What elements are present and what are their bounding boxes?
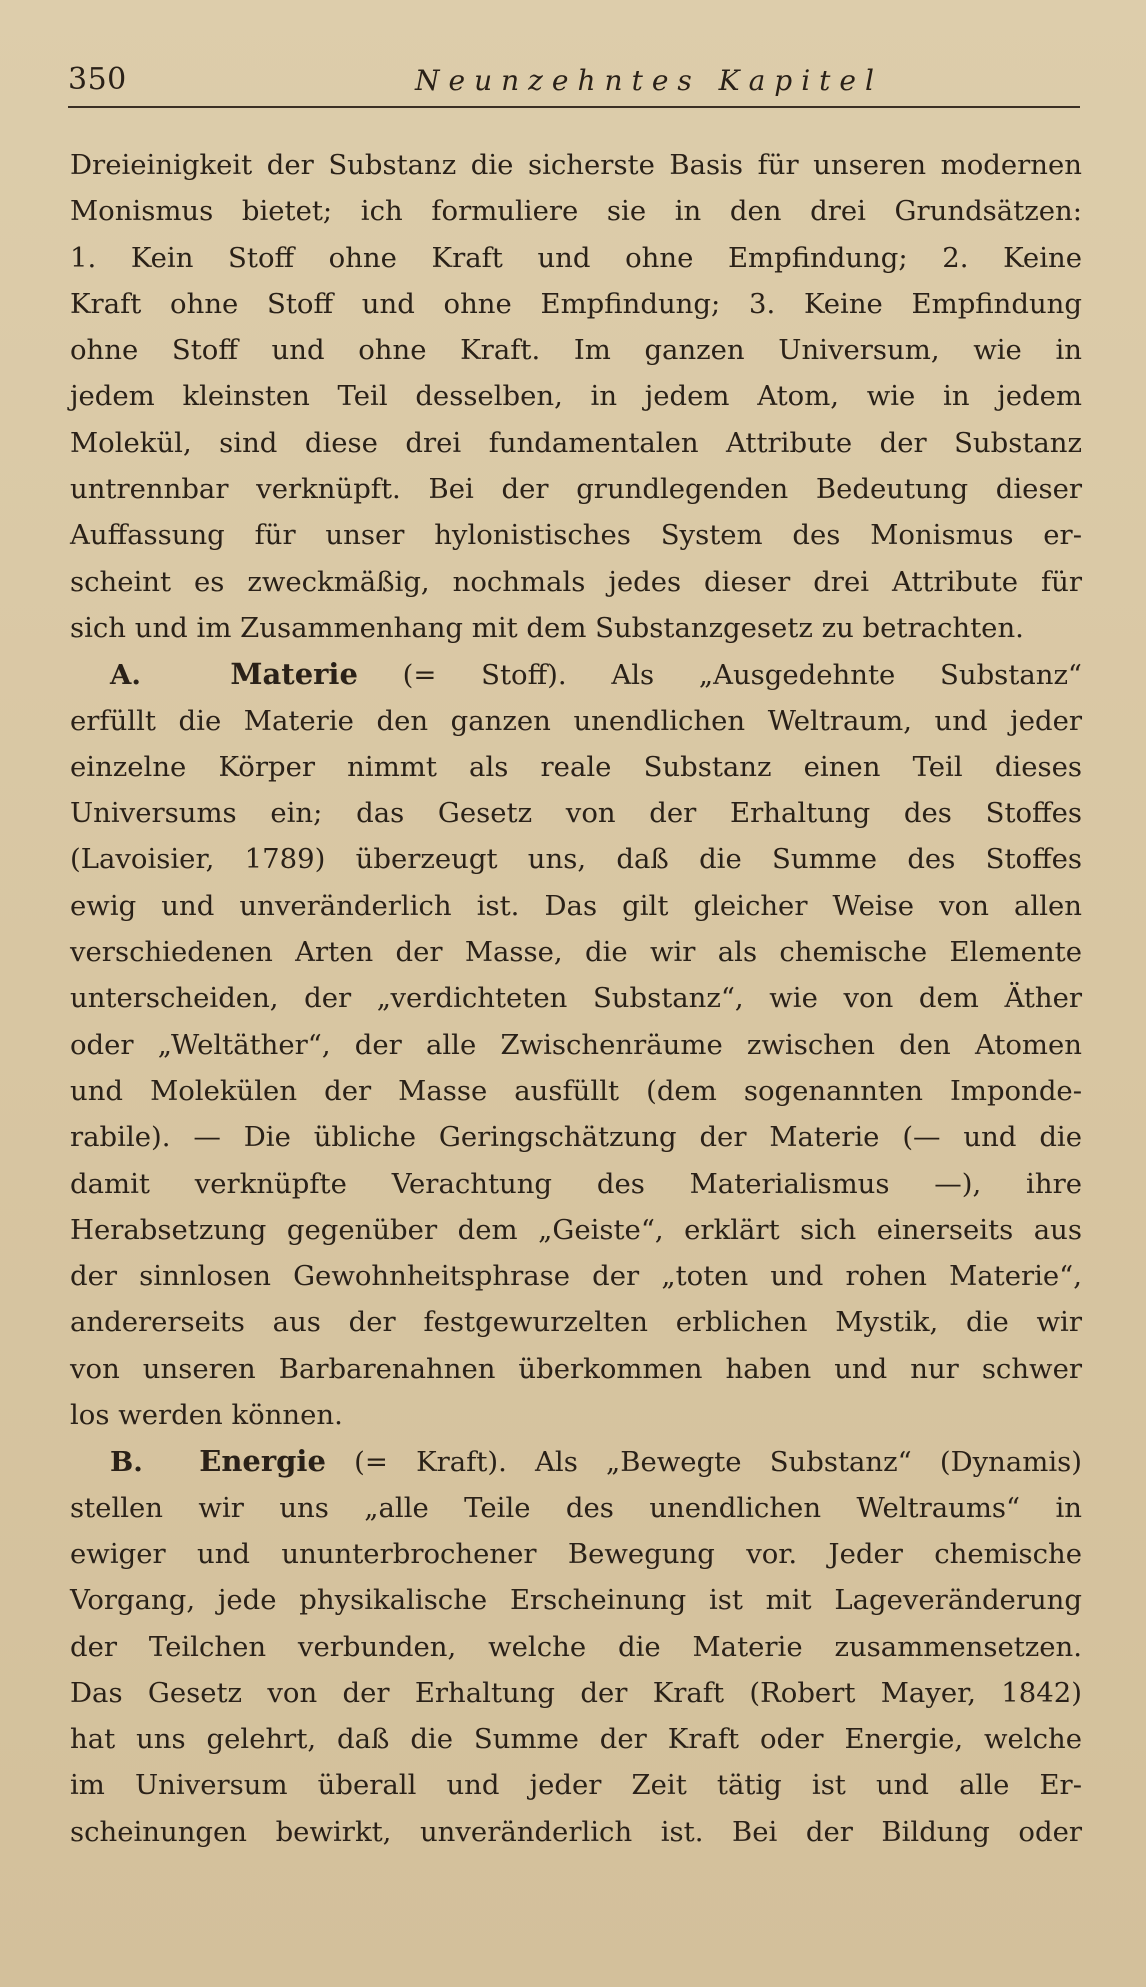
text-line: hat uns gelehrt, daß die Summe der Kraft oder Energie, welche bbox=[70, 1723, 1082, 1756]
text-line: einzelne Körper nimmt als reale Substanz einen Teil dieses bbox=[70, 750, 1082, 783]
text-line: ewig und unveränderlich ist. Das gilt gleicher Weise von allen bbox=[70, 889, 1082, 922]
text-line: der Teilchen verbunden, welche die Materie zusammensetzen. bbox=[70, 1630, 1082, 1663]
page-header bbox=[68, 58, 1080, 108]
section-a-first-line-rest: (= Stoff). Als „Ausgedehnte Substanz“ bbox=[402, 659, 1082, 692]
text-line: 1. Kein Stoff ohne Kraft und ohne Empfindung; 2. Keine bbox=[70, 241, 1082, 274]
text-line: scheint es zweckmäßig, nochmals jedes dieser drei Attribute für bbox=[70, 565, 1082, 598]
text-line: Vorgang, jede physikalische Erscheinung ist mit Lageveränderung bbox=[70, 1584, 1082, 1617]
text-line: rabile). — Die übliche Geringschätzung der Materie (— und die bbox=[70, 1121, 1082, 1154]
text-line: jedem kleinsten Teil desselben, in jedem Atom, wie in jedem bbox=[70, 380, 1082, 413]
section-a-label: A. bbox=[110, 659, 141, 692]
text-line: Herabsetzung gegenüber dem „Geiste“, erklärt sich einerseits aus bbox=[70, 1213, 1082, 1246]
text-line: (Lavoisier, 1789) überzeugt uns, daß die Summe des Stoffes bbox=[70, 843, 1082, 876]
text-line: Molekül, sind diese drei fundamentalen Attribute der Substanz bbox=[70, 426, 1082, 459]
text-line: scheinungen bewirkt, unveränderlich ist. Bei der Bildung oder bbox=[70, 1815, 1082, 1848]
section-b-first-line-rest: (= Kraft). Als „Bewegte Substanz“ (Dynamis) bbox=[354, 1446, 1083, 1479]
text-line: verschiedenen Arten der Masse, die wir als chemische Elemente bbox=[70, 936, 1082, 969]
running-title: Neunzehntes Kapitel bbox=[415, 64, 883, 97]
text-line: damit verknüpfte Verachtung des Materialismus —), ihre bbox=[70, 1167, 1082, 1200]
text-line: und Molekülen der Masse ausfüllt (dem sogenannten Imponde- bbox=[70, 1074, 1082, 1107]
text-line: von unseren Barbarenahnen überkommen haben und nur schwer bbox=[70, 1352, 1082, 1385]
paragraph-energie bbox=[70, 1438, 1082, 1855]
section-a-first-line bbox=[70, 651, 1082, 697]
text-line: erfüllt die Materie den ganzen unendlichen Weltraum, und jeder bbox=[70, 704, 1082, 737]
text-line: sich und im Zusammenhang mit dem Substanzgesetz zu betrachten. bbox=[70, 611, 1024, 644]
section-b-label: B. bbox=[110, 1446, 143, 1479]
section-b-term: Energie bbox=[199, 1444, 326, 1479]
text-line: Auffassung für unser hylonistisches System des Monismus er- bbox=[70, 519, 1082, 552]
text-line: untrennbar verknüpft. Bei der grundlegenden Bedeutung dieser bbox=[70, 473, 1082, 506]
text-line: stellen wir uns „alle Teile des unendlichen Weltraums“ in bbox=[70, 1491, 1082, 1524]
text-line: der sinnlosen Gewohnheitsphrase der „toten und rohen Materie“, bbox=[70, 1260, 1082, 1293]
text-line: ewiger und ununterbrochener Bewegung vor. Jeder chemische bbox=[70, 1537, 1082, 1570]
section-a-term: Materie bbox=[230, 657, 358, 692]
text-line: Kraft ohne Stoff und ohne Empfindung; 3. Keine Empfindung bbox=[70, 287, 1082, 320]
text-line: los werden können. bbox=[70, 1399, 343, 1432]
paragraph-materie bbox=[70, 651, 1082, 1438]
body-text bbox=[70, 142, 1082, 1855]
text-line: Monismus bietet; ich formuliere sie in den drei Grundsätzen: bbox=[70, 195, 1082, 228]
text-line: Das Gesetz von der Erhaltung der Kraft (Robert Mayer, 1842) bbox=[70, 1676, 1082, 1709]
text-line: oder „Weltäther“, der alle Zwischenräume zwischen den Atomen bbox=[70, 1028, 1082, 1061]
text-line: ohne Stoff und ohne Kraft. Im ganzen Universum, wie in bbox=[70, 334, 1082, 367]
text-line: Dreieinigkeit der Substanz die sicherste Basis für unseren modernen bbox=[70, 149, 1082, 181]
section-b-first-line bbox=[70, 1438, 1082, 1484]
text-line: unterscheiden, der „verdichteten Substanz“, wie von dem Äther bbox=[70, 982, 1082, 1015]
text-line: im Universum überall und jeder Zeit tätig ist und alle Er- bbox=[70, 1769, 1082, 1802]
text-line: Universums ein; das Gesetz von der Erhaltung des Stoffes bbox=[70, 797, 1082, 830]
text-line: andererseits aus der festgewurzelten erblichen Mystik, die wir bbox=[70, 1306, 1082, 1339]
paragraph-intro bbox=[70, 142, 1082, 651]
page-number: 350 bbox=[68, 62, 127, 97]
